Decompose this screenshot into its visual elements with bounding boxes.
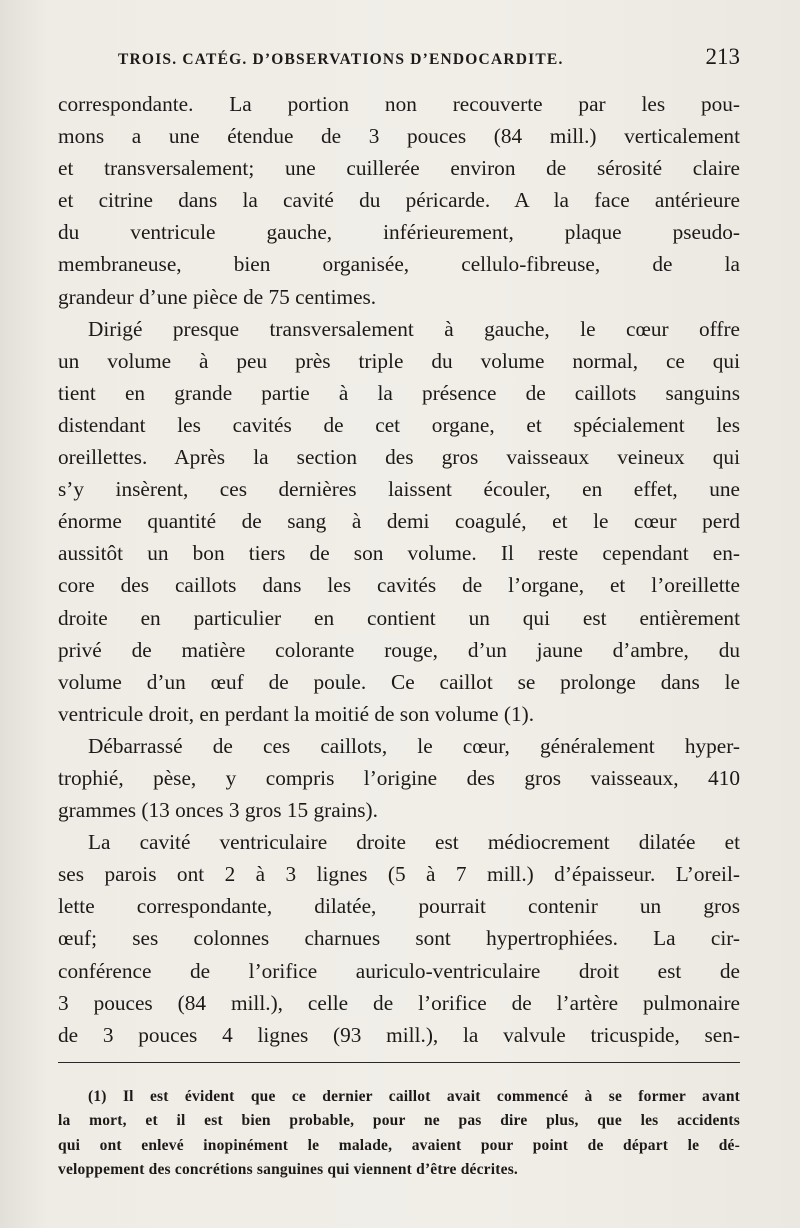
text-line: core des caillots dans les cavités de l’organe, et l’oreillette [58,573,740,598]
text-line: et citrine dans la cavité du péricarde. A la face antérieure [58,188,740,213]
paragraph-4 [58,826,740,1051]
running-head: TROIS. CATÉG. D’OBSERVATIONS D’ENDOCARDITE. [118,51,564,68]
text-line: droite en particulier en contient un qui est entièrement [58,605,740,630]
page-header [118,44,740,78]
text-line: et transversalement; une cuillerée environ de sérosité claire [58,156,740,181]
text-line: conférence de l’orifice auriculo-ventriculaire droit est de [58,958,740,983]
footnote [58,1085,740,1183]
text-line: grammes (13 onces 3 gros 15 grains). [58,798,378,823]
footnote-line: veloppement des concrétions sanguines qui viennent d’être décrites. [58,1161,519,1179]
text-line: privé de matière colorante rouge, d’un jaune d’ambre, du [58,637,740,662]
text-line: s’y insèrent, ces dernières laissent écouler, en effet, une [58,477,740,502]
text-line: lette correspondante, dilatée, pourrait contenir un gros [58,894,740,919]
text-line: La cavité ventriculaire droite est médiocrement dilatée et [88,830,740,855]
text-line: de 3 pouces 4 lignes (93 mill.), la valvule tricuspide, sen- [58,1022,740,1047]
text-line: du ventricule gauche, inférieurement, plaque pseudo- [58,220,740,245]
text-line: tient en grande partie à la présence de caillots sanguins [58,380,740,405]
footnote-line: la mort, et il est bien probable, pour ne pas dire plus, que les accidents [58,1112,740,1130]
text-line: oreillettes. Après la section des gros vaisseaux veineux qui [58,445,740,470]
paragraph-3 [58,730,740,826]
body-text [58,88,740,1051]
paragraph-2 [58,313,740,730]
text-line: énorme quantité de sang à demi coagulé, et le cœur perd [58,509,740,534]
text-line: aussitôt un bon tiers de son volume. Il reste cependant en- [58,541,740,566]
text-line: Dirigé presque transversalement à gauche, le cœur offre [88,316,740,341]
footnote-divider [58,1062,740,1063]
paragraph-1 [58,88,740,313]
text-line: trophié, pèse, y compris l’origine des gros vaisseaux, 410 [58,765,740,790]
text-line: 3 pouces (84 mill.), celle de l’orifice de l’artère pulmonaire [58,990,740,1015]
text-line: un volume à peu près triple du volume normal, ce qui [58,348,740,373]
text-line: grandeur d’une pièce de 75 centimes. [58,284,377,309]
text-line: membraneuse, bien organisée, cellulo-fibreuse, de la [58,252,740,277]
text-line: volume d’un œuf de poule. Ce caillot se prolonge dans le [58,669,740,694]
footnote-line: (1) Il est évident que ce dernier caillot avait commencé à se former avant [88,1088,740,1105]
text-line: Débarrassé de ces caillots, le cœur, généralement hyper- [88,733,740,758]
text-line: ses parois ont 2 à 3 lignes (5 à 7 mill.) d’épaisseur. L’oreil- [58,862,740,887]
text-line: œuf; ses colonnes charnues sont hypertrophiées. La cir- [58,926,740,951]
text-line: distendant les cavités de cet organe, et spécialement les [58,412,740,437]
footnote-line: qui ont enlevé inopinément le malade, avaient pour point de départ le dé- [58,1136,740,1154]
page-number: 213 [705,44,740,69]
text-line: correspondante. La portion non recouverte par les pou- [58,92,740,116]
text-line: mons a une étendue de 3 pouces (84 mill.) verticalement [58,124,740,149]
text-line: ventricule droit, en perdant la moitié de son volume (1). [58,701,535,726]
